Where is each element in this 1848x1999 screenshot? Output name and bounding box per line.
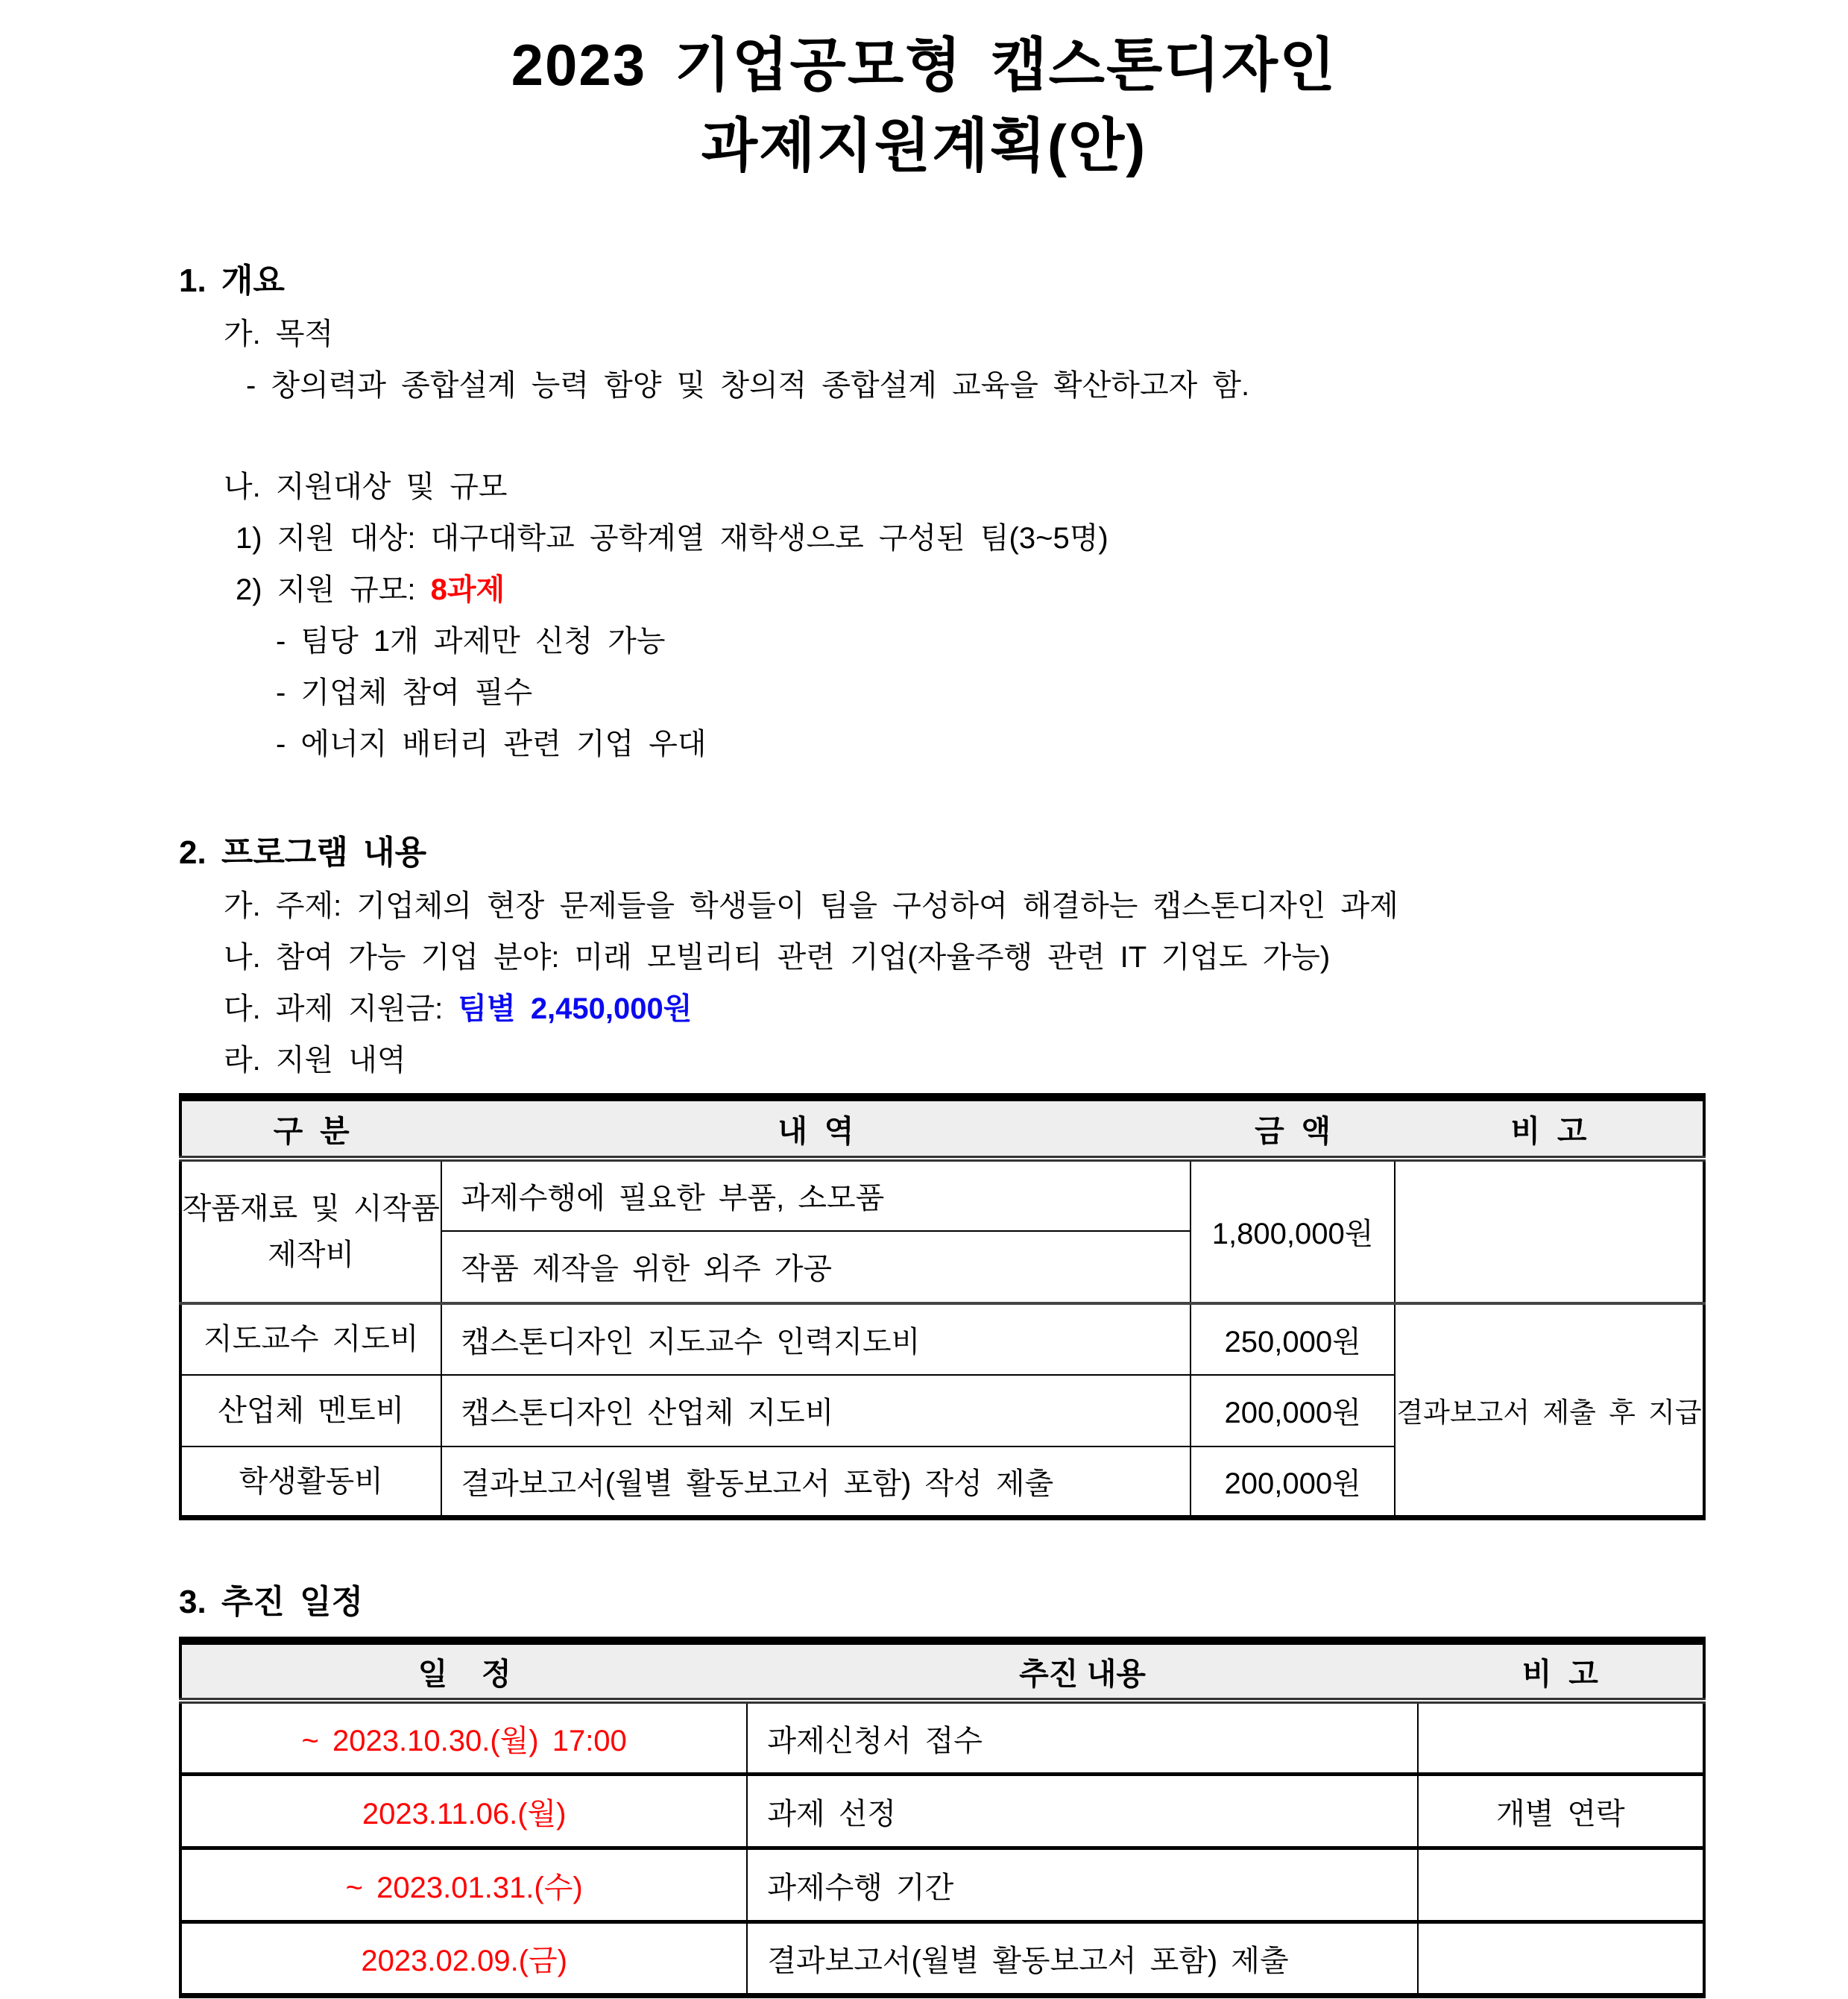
schedule-row-execution [180, 1848, 1704, 1922]
schedule-cell-date-selection: 2023.11.06.(월) [180, 1775, 747, 1848]
support-cell-detail-student: 결과보고서(월별 활동보고서 포함) 작성 제출 [441, 1446, 1191, 1518]
schedule-cell-content-report: 결과보고서(월별 활동보고서 포함) 제출 [747, 1922, 1417, 1996]
program-topic: 가. 주제: 기업체의 현장 문제들을 학생들이 팀을 구성하여 해결하는 캡스톤디자인 과제 [224, 890, 1398, 923]
schedule-cell-note-report [1418, 1922, 1704, 1996]
overview-target-item1: 1) 지원 대상: 대구대학교 공학계열 재학생으로 구성된 팀(3~5명) [236, 522, 1109, 555]
page-title-line1: 2023 기업공모형 캡스톤디자인 [511, 32, 1337, 98]
schedule-cell-content-application: 과제신청서 접수 [747, 1701, 1417, 1775]
schedule-cell-content-execution: 과제수행 기간 [747, 1848, 1417, 1922]
overview-purpose-bullet: - 창의력과 종합설계 능력 함양 및 창의적 종합설계 교육을 확산하고자 함. [246, 369, 1250, 403]
support-row-professor [180, 1303, 1704, 1375]
support-cell-note-materials [1395, 1159, 1704, 1303]
program-field: 나. 참여 가능 기업 분야: 미래 모빌리티 관련 기업(자율주행 관련 IT 기업도 가능) [224, 941, 1331, 975]
overview-purpose-heading: 가. 목적 [224, 318, 334, 351]
schedule-table [179, 1637, 1706, 1998]
page-title-line2: 과제지원계획(안) [701, 112, 1147, 178]
support-cell-amount-materials: 1,800,000원 [1191, 1159, 1395, 1303]
support-header-detail: 내 역 [441, 1098, 1191, 1159]
program-detail-heading: 라. 지원 내역 [224, 1044, 406, 1077]
support-cell-amount-mentor: 200,000원 [1191, 1375, 1395, 1446]
page-title [0, 25, 1848, 186]
support-cell-category-professor: 지도교수 지도비 [180, 1303, 441, 1375]
schedule-cell-note-application [1418, 1701, 1704, 1775]
overview-target-note: - 에너지 배터리 관련 기업 우대 [276, 728, 707, 761]
section-schedule-heading: 3. 추진 일정 [179, 1584, 364, 1621]
support-header-note: 비 고 [1395, 1098, 1704, 1159]
schedule-cell-content-selection: 과제 선정 [747, 1775, 1417, 1848]
support-cell-amount-professor: 250,000원 [1191, 1303, 1395, 1375]
schedule-row-application [180, 1701, 1704, 1775]
schedule-cell-date-execution: ~ 2023.01.31.(수) [180, 1848, 747, 1922]
schedule-cell-note-selection: 개별 연락 [1418, 1775, 1704, 1848]
schedule-cell-date-application: ~ 2023.10.30.(월) 17:00 [180, 1701, 747, 1775]
support-cell-note-merged: 결과보고서 제출 후 지급 [1395, 1303, 1704, 1518]
support-breakdown-table [179, 1093, 1706, 1520]
overview-target-note: - 기업체 참여 필수 [276, 676, 533, 710]
schedule-header-date: 일 정 [180, 1641, 747, 1701]
section-overview-heading: 1. 개요 [179, 262, 285, 300]
support-cell-category-student: 학생활동비 [180, 1446, 441, 1518]
support-cell-detail-mentor: 캡스톤디자인 산업체 지도비 [441, 1375, 1191, 1446]
schedule-cell-note-execution [1418, 1848, 1704, 1922]
program-grant [179, 994, 1706, 1024]
support-cell-category-mentor: 산업체 멘토비 [180, 1375, 441, 1446]
support-row-materials-1 [180, 1159, 1704, 1231]
schedule-cell-date-report: 2023.02.09.(금) [180, 1922, 747, 1996]
schedule-header-content: 추진 내용 [747, 1641, 1417, 1701]
target-item2-value-highlight: 8과제 [430, 573, 505, 607]
section-program-heading: 2. 프로그램 내용 [179, 834, 427, 872]
program-grant-value-highlight: 팀별 2,450,000원 [458, 992, 693, 1026]
program-grant-label: 다. 과제 지원금: [224, 992, 444, 1026]
support-cell-detail-parts: 과제수행에 필요한 부품, 소모품 [441, 1159, 1191, 1231]
support-cell-category-materials: 작품재료 및 시작품제작비 [180, 1159, 441, 1303]
overview-target-item2 [179, 575, 1706, 605]
overview-target-heading: 나. 지원대상 및 규모 [224, 470, 508, 504]
support-cell-amount-student: 200,000원 [1191, 1446, 1395, 1518]
support-cell-detail-outsourcing: 작품 제작을 위한 외주 가공 [441, 1231, 1191, 1303]
support-header-amount: 금 액 [1191, 1098, 1395, 1159]
schedule-table-header-row [180, 1641, 1704, 1701]
support-cell-detail-professor: 캡스톤디자인 지도교수 인력지도비 [441, 1303, 1191, 1375]
schedule-header-note: 비 고 [1418, 1641, 1704, 1701]
target-item2-label: 2) 지원 규모: [236, 573, 416, 607]
support-table-header-row [180, 1098, 1704, 1159]
schedule-row-report [180, 1922, 1704, 1996]
document-body [179, 262, 1706, 1998]
overview-target-note: - 팀당 1개 과제만 신청 가능 [276, 625, 666, 658]
schedule-row-selection [180, 1775, 1704, 1848]
support-header-category: 구 분 [180, 1098, 441, 1159]
